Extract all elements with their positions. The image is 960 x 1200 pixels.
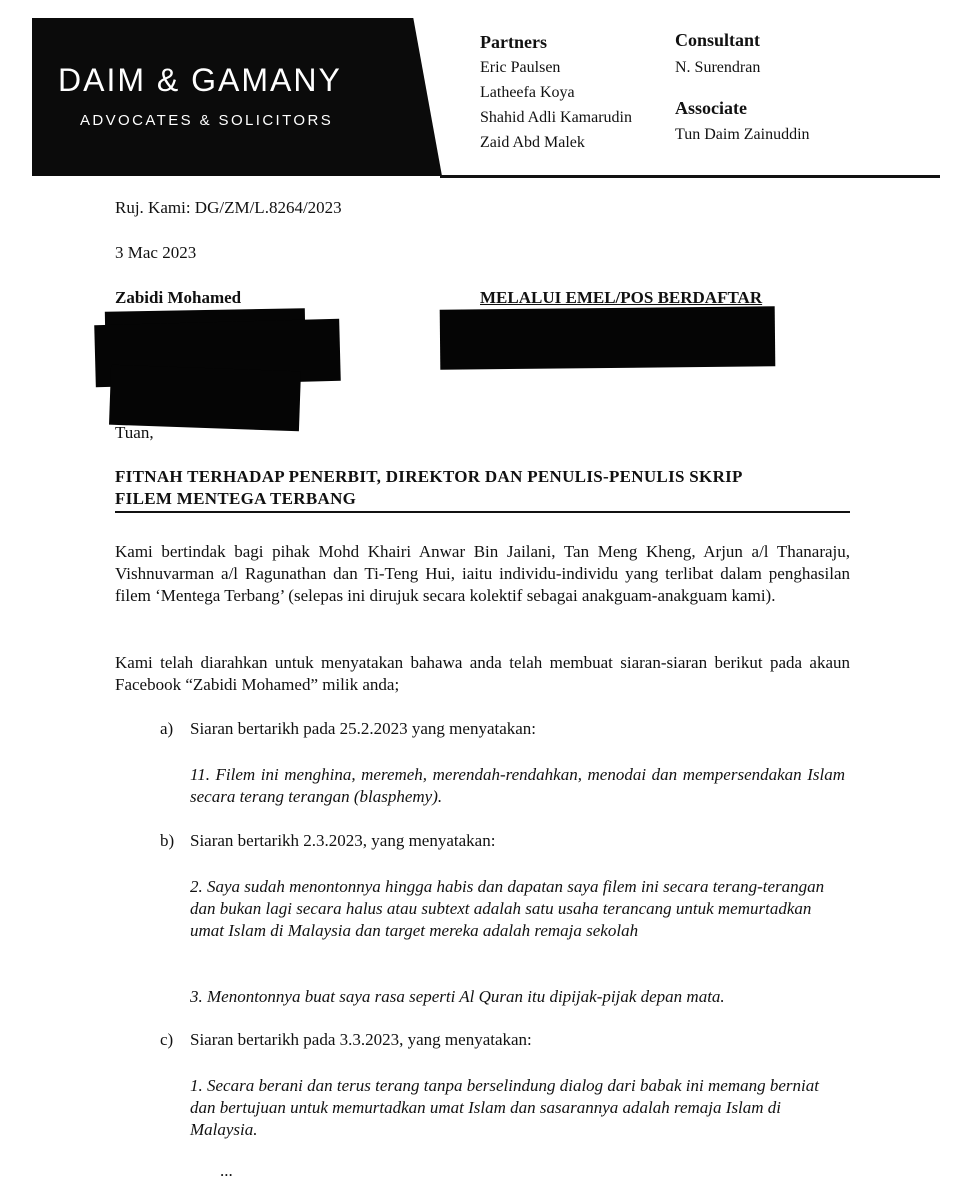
subject-line-2: FILEM MENTEGA TERBANG: [115, 489, 357, 508]
subject-line-1: FITNAH TERHADAP PENERBIT, DIREKTOR DAN PENULIS-PENULIS SKRIP: [115, 467, 743, 486]
reference-number: Ruj. Kami: DG/ZM/L.8264/2023: [115, 198, 342, 217]
partner-name: Shahid Adli Kamarudin: [480, 109, 632, 126]
recipient-name: Zabidi Mohamed: [115, 288, 242, 307]
subject-rule: [115, 511, 850, 513]
letterhead-rule: [440, 175, 940, 178]
ellipsis: ...: [220, 1161, 233, 1180]
firm-subtitle: ADVOCATES & SOLICITORS: [80, 112, 334, 129]
quote-b-1: 2. Saya sudah menontonnya hingga habis dan dapatan saya filem ini secara terang-terangan dan bukan lagi secara halus atau subtext adalah satu usaha terancang untuk memurtadkan umat Islam di Malaysia dan target mereka adalah remaja sekolah: [190, 877, 825, 940]
item-marker-c: c): [160, 1030, 174, 1049]
letter-date: 3 Mac 2023: [115, 243, 197, 262]
item-marker-a: a): [160, 719, 174, 738]
partner-name: Zaid Abd Malek: [480, 134, 585, 151]
quote-c-1: 1. Secara berani dan terus terang tanpa berselindung dialog dari babak ini memang berniat dan bertujuan untuk memurtadkan umat Islam dan sasarannya adalah remaja Islam di Malaysia.: [190, 1076, 819, 1139]
redaction-bar: [440, 306, 776, 370]
consultant-name: N. Surendran: [675, 59, 761, 76]
partner-name: Eric Paulsen: [480, 59, 561, 76]
quote-a-1: 11. Filem ini menghina, meremeh, merendah-rendahkan, menodai dan mempersendakan Islam secara terang terangan (blasphemy).: [190, 765, 845, 806]
item-marker-b: b): [160, 831, 175, 850]
item-heading-b: Siaran bertarikh 2.3.2023, yang menyatakan:: [190, 831, 496, 850]
associate-heading: Associate: [675, 98, 747, 118]
body-paragraph-1: Kami bertindak bagi pihak Mohd Khairi Anwar Bin Jailani, Tan Meng Kheng, Arjun a/l Thanaraju, Vishnuvarman a/l Ragunathan dan Ti-Teng Hui, iaitu individu-individu yang terlibat dalam penghasilan filem ‘Mentega Terbang’ (selepas ini dirujuk secara kolektif sebagai anakguam-anakguam kami).: [115, 542, 850, 605]
partner-name: Latheefa Koya: [480, 84, 575, 101]
item-heading-c: Siaran bertarikh pada 3.3.2023, yang menyatakan:: [190, 1030, 532, 1049]
body-paragraph-2: Kami telah diarahkan untuk menyatakan bahawa anda telah membuat siaran-siaran berikut pada akaun Facebook “Zabidi Mohamed” milik anda;: [115, 653, 850, 694]
partners-heading: Partners: [480, 32, 547, 52]
item-heading-a: Siaran bertarikh pada 25.2.2023 yang menyatakan:: [190, 719, 537, 738]
associate-name: Tun Daim Zainuddin: [675, 126, 810, 143]
firm-name: DAIM & GAMANY: [58, 62, 342, 98]
salutation: Tuan,: [115, 423, 154, 442]
consultant-heading: Consultant: [675, 30, 761, 50]
delivery-method: MELALUI EMEL/POS BERDAFTAR: [480, 288, 763, 307]
quote-b-2: 3. Menontonnya buat saya rasa seperti Al Quran itu dipijak-pijak depan mata.: [190, 987, 725, 1006]
subject-heading: [115, 466, 850, 510]
